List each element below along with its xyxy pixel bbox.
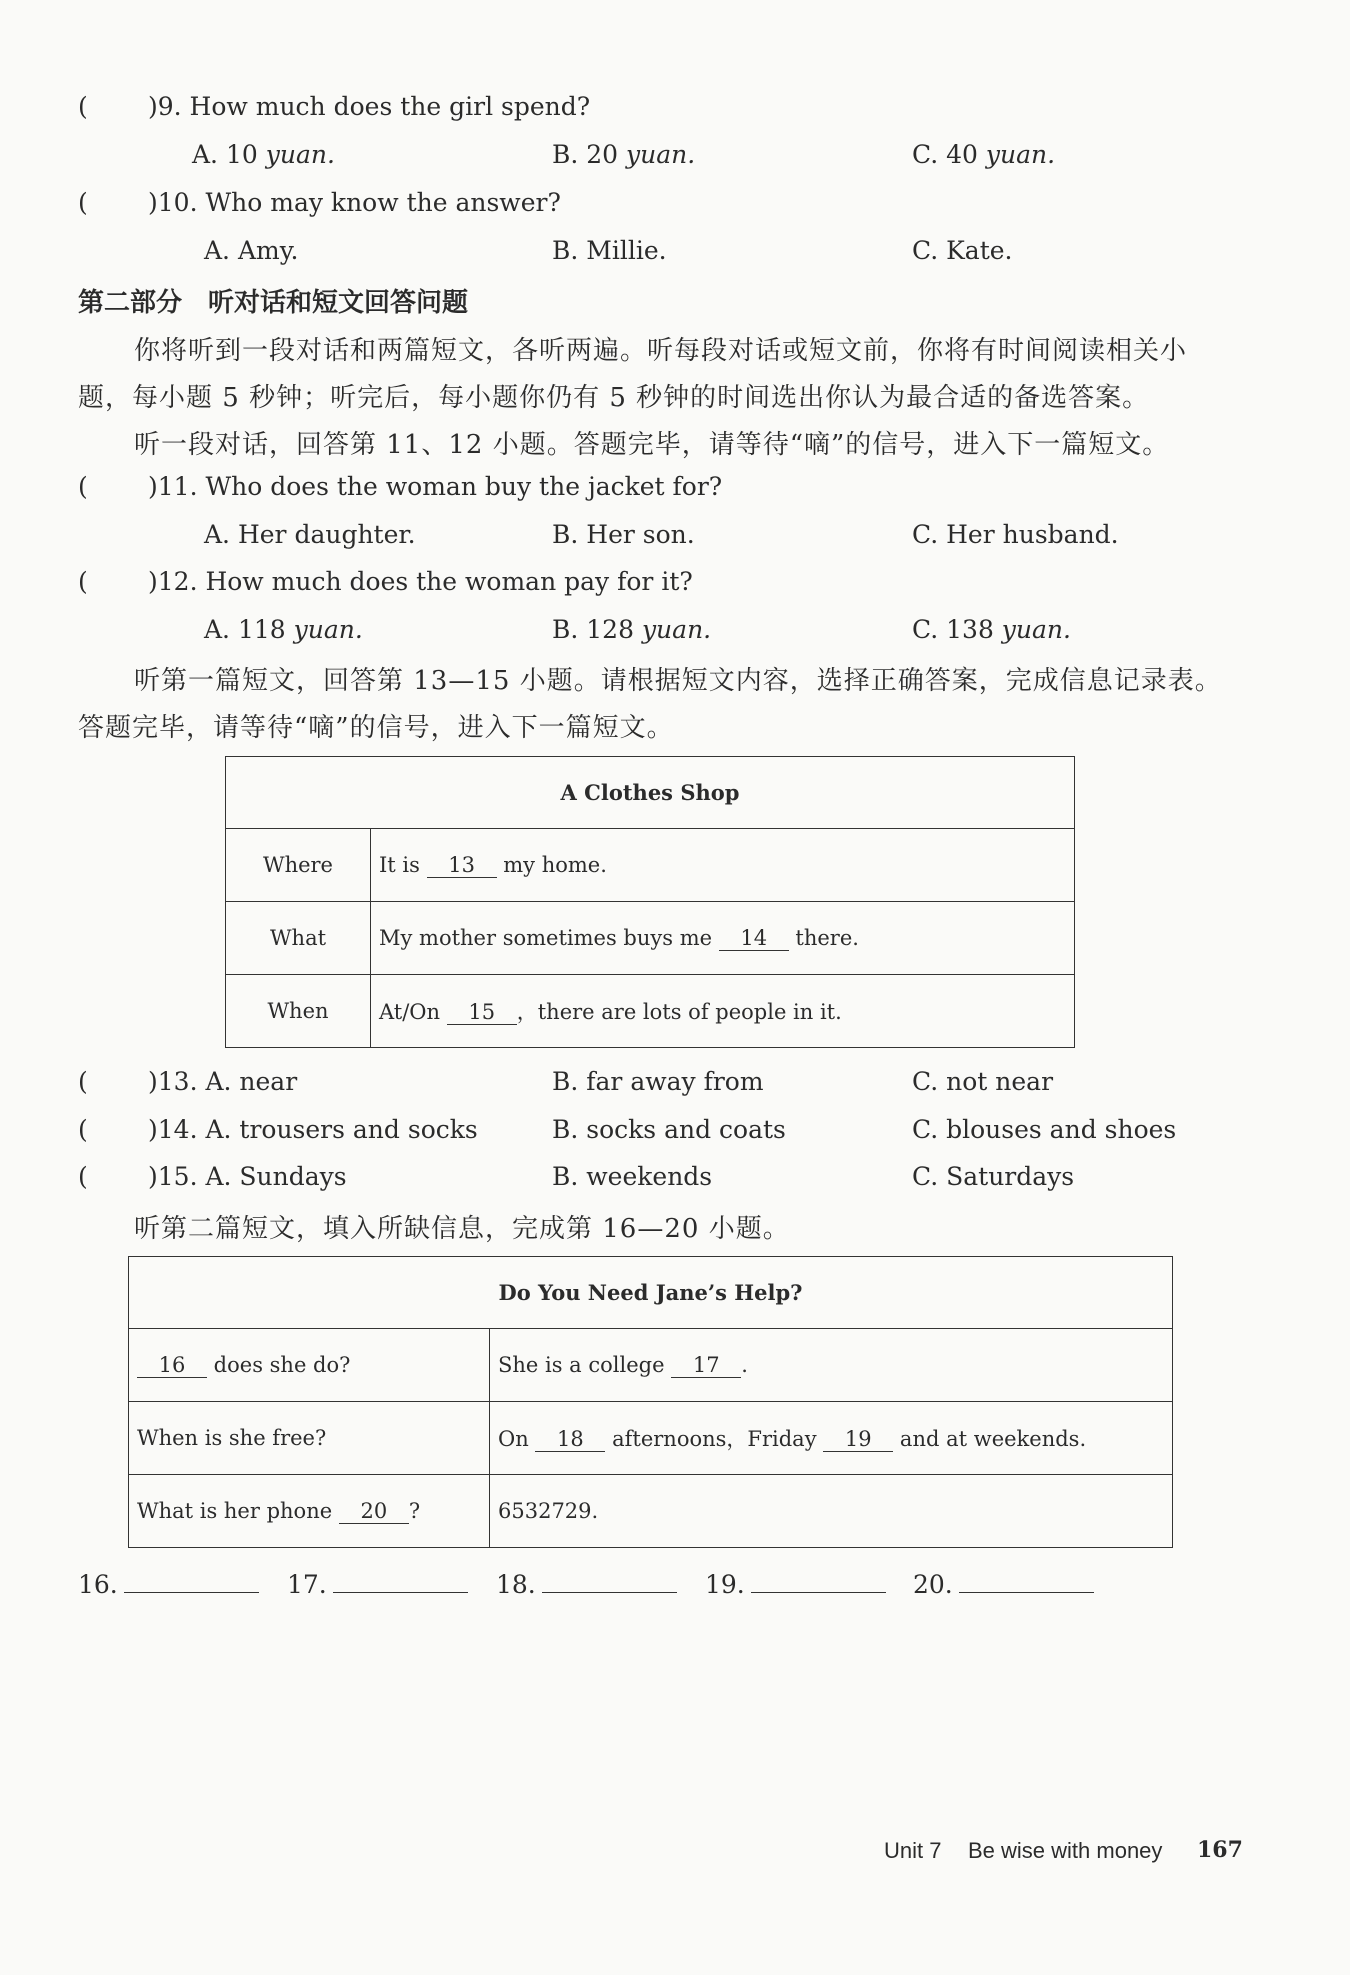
answer-line[interactable] [542, 1572, 677, 1593]
passage1-instructions-line1: 听第一篇短文，回答第 13—15 小题。请根据短文内容，选择正确答案，完成信息记录表。 [134, 666, 1222, 696]
answer-line[interactable] [751, 1572, 886, 1593]
answer-16[interactable]: 16. [78, 1570, 259, 1599]
answer-paren: ( [78, 92, 88, 121]
blank-18: 18 [535, 1427, 605, 1452]
table-row [129, 1402, 1173, 1475]
janes-help-table [128, 1256, 1173, 1548]
q9-option-a: A. 10 yuan. [192, 140, 335, 169]
page-number: 167 [1197, 1837, 1243, 1863]
q11-option-b: B. Her son. [552, 520, 695, 549]
blank-16: 16 [137, 1353, 207, 1378]
blank-14: 14 [719, 926, 789, 951]
passage2-instructions: 听第二篇短文，填入所缺信息，完成第 16—20 小题。 [134, 1214, 790, 1244]
q14-option-c: C. blouses and shoes [912, 1115, 1177, 1144]
q9-option-c: C. 40 yuan. [912, 140, 1056, 169]
row-content: My mother sometimes buys me 14 there. [371, 902, 1075, 975]
answer-paren: ( [78, 567, 88, 596]
answer-line[interactable] [333, 1572, 468, 1593]
table-row [226, 902, 1075, 975]
answer-paren: ( [78, 188, 88, 217]
q15-option-b: B. weekends [552, 1162, 713, 1191]
answer-17[interactable]: 17. [287, 1570, 468, 1599]
answer-line[interactable] [124, 1572, 259, 1593]
table-title: A Clothes Shop [226, 757, 1075, 829]
row-answer: 6532729. [490, 1475, 1173, 1548]
question-10: )10. Who may know the answer? [148, 188, 561, 217]
table-row [129, 1329, 1173, 1402]
q11-option-a: A. Her daughter. [204, 520, 416, 549]
q15-option-a: )15. A. Sundays [148, 1162, 347, 1191]
section-intro-line2: 题，每小题 5 秒钟；听完后，每小题你仍有 5 秒钟的时间选出你认为最合适的备选答案。 [78, 383, 1150, 413]
row-label: When [226, 975, 371, 1048]
q12-option-a: A. 118 yuan. [204, 615, 363, 644]
answer-18[interactable]: 18. [496, 1570, 677, 1599]
q14-option-a: )14. A. trousers and socks [148, 1115, 478, 1144]
clothes-shop-table [225, 756, 1075, 1048]
row-question: When is she free? [129, 1402, 490, 1475]
blank-20: 20 [339, 1499, 409, 1524]
footer-unit: Unit 7 [884, 1838, 942, 1863]
q13-option-c: C. not near [912, 1067, 1054, 1096]
passage1-instructions-line2: 答题完毕，请等待“嘀”的信号，进入下一篇短文。 [78, 713, 674, 743]
q10-option-b: B. Millie. [552, 236, 667, 265]
row-question: What is her phone 20 ? [129, 1475, 490, 1548]
row-label: What [226, 902, 371, 975]
answer-19[interactable]: 19. [705, 1570, 886, 1599]
question-11: )11. Who does the woman buy the jacket for? [148, 472, 723, 501]
table-row [226, 829, 1075, 902]
section-intro-line1: 你将听到一段对话和两篇短文，各听两遍。听每段对话或短文前，你将有时间阅读相关小 [134, 336, 1188, 366]
answer-line[interactable] [959, 1572, 1094, 1593]
answer-20[interactable]: 20. [913, 1570, 1094, 1599]
table-row [129, 1475, 1173, 1548]
q15-option-c: C. Saturdays [912, 1162, 1075, 1191]
answer-paren: ( [78, 1067, 88, 1096]
blank-19: 19 [823, 1427, 893, 1452]
footer-title: Be wise with money [968, 1838, 1163, 1863]
blank-13: 13 [427, 853, 497, 878]
row-content: It is 13 my home. [371, 829, 1075, 902]
q10-option-a: A. Amy. [204, 236, 299, 265]
q13-option-a: )13. A. near [148, 1067, 298, 1096]
answer-paren: ( [78, 472, 88, 501]
row-label: Where [226, 829, 371, 902]
q9-option-b: B. 20 yuan. [552, 140, 696, 169]
blank-15: 15 [447, 1000, 517, 1025]
table-row [226, 975, 1075, 1048]
row-answer: She is a college 17 . [490, 1329, 1173, 1402]
q11-option-c: C. Her husband. [912, 520, 1119, 549]
q12-option-c: C. 138 yuan. [912, 615, 1071, 644]
row-question: 16 does she do? [129, 1329, 490, 1402]
q13-option-b: B. far away from [552, 1067, 764, 1096]
dialog-instructions: 听一段对话，回答第 11、12 小题。答题完毕，请等待“嘀”的信号，进入下一篇短文。 [134, 430, 1170, 460]
q12-option-b: B. 128 yuan. [552, 615, 712, 644]
blank-17: 17 [671, 1353, 741, 1378]
answer-paren: ( [78, 1115, 88, 1144]
question-9: )9. How much does the girl spend? [148, 92, 591, 121]
question-12: )12. How much does the woman pay for it? [148, 567, 693, 596]
row-answer: On 18 afternoons，Friday 19 and at weekends. [490, 1402, 1173, 1475]
q14-option-b: B. socks and coats [552, 1115, 786, 1144]
row-content: At/On 15 ，there are lots of people in it. [371, 975, 1075, 1048]
q10-option-c: C. Kate. [912, 236, 1013, 265]
answer-paren: ( [78, 1162, 88, 1191]
section-title: 第二部分 听对话和短文回答问题 [78, 288, 469, 318]
table-title: Do You Need Jane’s Help? [129, 1257, 1173, 1329]
